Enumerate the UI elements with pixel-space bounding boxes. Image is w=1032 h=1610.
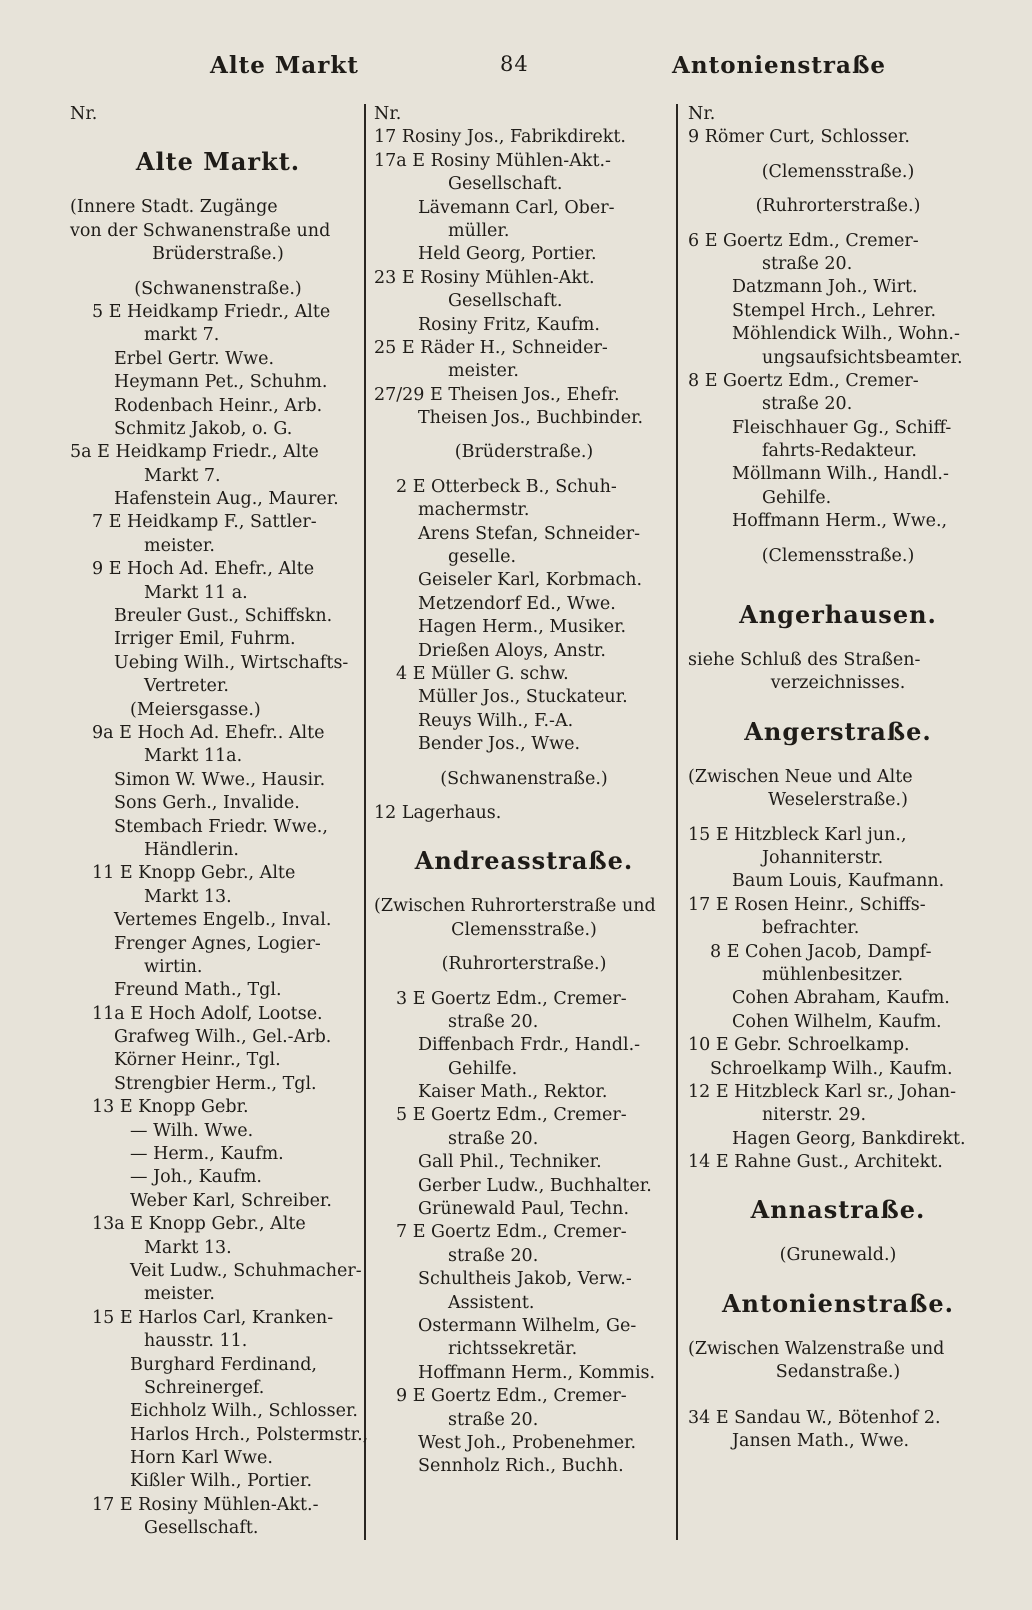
street-heading: Alte Markt. [135,147,301,177]
spacer [374,884,674,895]
entry-line: 23 E Rosiny Mühlen-Akt. [374,267,595,288]
entry-line: meister. [144,535,215,556]
entry-line: 8 E Cohen Jacob, Dampf- [710,941,932,962]
street-heading: Annastraße. [750,1195,926,1225]
entry-line: (Brüderstraße.) [454,442,594,463]
entry-line: Clemensstraße.) [451,919,597,940]
entry-line: 9 Römer Curt, Schlosser. [688,127,910,148]
spacer [70,267,366,278]
entry-line: Händlerin. [144,839,239,860]
entry-line: Theisen Jos., Buchbinder. [418,408,644,429]
entry-line: Markt 11 a. [144,582,248,603]
entry-line: Eichholz Wilh., Schlosser. [130,1401,358,1422]
entry-line: Nr. [688,104,716,124]
entry-line: 12 Lagerhaus. [374,802,502,823]
entry-line: Hoffmann Herm., Wwe., [732,511,948,532]
entry-line: 25 E Räder H., Schneider- [374,337,608,358]
entry-line: West Joh., Probenehmer. [418,1432,637,1453]
column-right [688,103,988,1453]
spacer [688,638,988,649]
entry-line: Lävemann Carl, Ober- [418,197,615,218]
spacer [374,942,674,953]
entry-line: 5 E Heidkamp Friedr., Alte [92,301,331,322]
spacer [688,1268,988,1279]
spacer [688,1327,988,1338]
entry-line: 9 E Goertz Edm., Cremer- [396,1386,627,1407]
entry-line: machermstr. [418,500,530,521]
entry-line: Körner Heinr., Tgl. [114,1050,281,1071]
street-heading: Angerhausen. [739,600,937,630]
entry-line: niterstr. 29. [762,1105,867,1126]
entry-line: straße 20. [448,1409,539,1430]
entry-line: (Zwischen Neue und Alte [688,766,913,787]
entry-line: Hafenstein Aug., Maurer. [114,489,339,510]
page-number: 84 [500,52,529,76]
spacer [70,126,366,137]
entry-line: befrachter. [762,918,860,939]
entry-line: 7 E Heidkamp F., Sattler- [92,512,317,533]
entry-line: meister. [144,1284,215,1305]
entry-line: Gesellschaft. [448,174,563,195]
entry-line: Möhlendick Wilh., Wohn.- [732,324,960,345]
entry-line: Möllmann Wilh., Handl.- [732,464,949,485]
entry-line: 2 E Otterbeck B., Schuh- [396,476,617,497]
entry-line: Horn Karl Wwe. [130,1448,273,1469]
spacer [688,184,988,195]
entry-line: Erbel Gertr. Wwe. [114,348,275,369]
entry-line: Schreinergef. [144,1377,265,1398]
entry-line: Brüderstraße.) [152,244,284,265]
column-middle [374,103,674,1479]
entry-line: 14 E Rahne Gust., Architekt. [688,1152,943,1173]
entry-line: Markt 13. [144,1237,232,1258]
spacer [688,534,988,545]
entry-line: Sons Gerh., Invalide. [114,793,300,814]
entry-line: 12 E Hitzbleck Karl sr., Johan- [688,1081,956,1102]
entry-line: (Zwischen Ruhrorterstraße und [374,896,656,917]
entry-line: Burghard Ferdinand, [130,1354,317,1375]
entry-line: müller. [448,220,510,241]
entry-line: Bender Jos., Wwe. [418,734,581,755]
entry-line: Stembach Friedr. Wwe., [114,816,328,837]
entry-line: siehe Schluß des Straßen- [688,650,921,671]
entry-line: Gall Phil., Techniker. [418,1152,602,1173]
entry-line: Nr. [70,104,98,124]
entry-line: Sennholz Rich., Buchh. [418,1456,624,1477]
entry-line: 15 E Hitzbleck Karl jun., [688,824,907,845]
entry-line: (Ruhrorterstraße.) [441,954,607,975]
spacer [688,755,988,766]
entry-line: 7 E Goertz Edm., Cremer- [396,1222,627,1243]
entry-line: Schultheis Jakob, Verw.- [418,1269,632,1290]
entry-line: Rodenbach Heinr., Arb. [114,395,323,416]
spacer [688,568,988,590]
entry-line: Sedanstraße.) [775,1362,901,1383]
running-header-left: Alte Markt [210,52,359,79]
spacer [70,185,366,196]
entry-line: (Clemensstraße.) [761,545,915,566]
entry-line: Reuys Wilh., F.-A. [418,710,574,731]
entry-line: straße 20. [762,394,853,415]
spacer [688,150,988,161]
entry-line: 5a E Heidkamp Friedr., Alte [70,442,319,463]
entry-line: Harlos Hrch., Polstermstr., [130,1424,369,1445]
entry-line: Held Georg, Portier. [418,244,597,265]
entry-line: Datzmann Joh., Wirt. [732,277,918,298]
entry-line: 5 E Goertz Edm., Cremer- [396,1105,627,1126]
entry-line: Schmitz Jakob, o. G. [114,418,293,439]
spacer [374,825,674,836]
spacer [688,1233,988,1244]
entry-line: Veit Ludw., Schuhmacher- [130,1260,362,1281]
entry-line: Weselerstraße.) [768,790,908,811]
entry-line: (Zwischen Walzenstraße und [688,1338,945,1359]
entry-line: (Schwanenstraße.) [134,278,302,299]
spacer [688,219,988,230]
spacer [374,977,674,988]
column-left [70,103,369,1541]
entry-line: verzeichnisses. [770,673,906,694]
entry-line: (Ruhrorterstraße.) [755,196,921,217]
entry-line: Uebing Wilh., Wirtschafts- [114,652,349,673]
entry-line: (Clemensstraße.) [761,161,915,182]
entry-line: Arens Stefan, Schneider- [418,523,640,544]
column-rule-right [676,104,678,1540]
entry-line: Nr. [374,104,402,124]
entry-line: Geiseler Karl, Korbmach. [418,570,643,591]
entry-line: Hagen Georg, Bankdirekt. [732,1128,966,1149]
entry-line: — Herm., Kaufm. [130,1144,284,1165]
spacer [688,696,988,707]
entry-line: geselle. [448,547,517,568]
entry-line: Hagen Herm., Musiker. [418,617,627,638]
entry-line: (Innere Stadt. Zugänge [70,197,278,218]
entry-line: Müller Jos., Stuckateur. [418,687,628,708]
entry-line: 15 E Harlos Carl, Kranken- [92,1307,334,1328]
entry-line: Strengbier Herm., Tgl. [114,1073,317,1094]
entry-line: Gehilfe. [448,1058,518,1079]
entry-line: Heymann Pet., Schuhm. [114,372,328,393]
spacer [688,1385,988,1407]
spacer [688,1174,988,1185]
street-heading: Andreasstraße. [414,846,634,876]
entry-line: (Meiersgasse.) [130,699,261,720]
entry-line: Vertreter. [144,676,229,697]
entry-line: Drießen Aloys, Anstr. [418,640,606,661]
entry-line: Metzendorf Ed., Wwe. [418,593,616,614]
entry-line: Hoffmann Herm., Kommis. [418,1362,656,1383]
entry-line: 11 E Knopp Gebr., Alte [92,863,296,884]
entry-line: (Grunewald.) [779,1245,897,1266]
entry-line: Gesellschaft. [448,291,563,312]
entry-line: 17a E Rosiny Mühlen-Akt.- [374,150,611,171]
entry-line: Vertemes Engelb., Inval. [114,910,332,931]
entry-line: 9 E Hoch Ad. Ehefr., Alte [92,559,315,580]
entry-line: richtssekretär. [448,1339,578,1360]
entry-line: Freund Math., Tgl. [114,980,282,1001]
entry-line: Fleischhauer Gg., Schiff- [732,417,952,438]
entry-line: Weber Karl, Schreiber. [130,1190,332,1211]
entry-line: Jansen Math., Wwe. [732,1431,910,1452]
entry-line: Kaiser Math., Rektor. [418,1082,608,1103]
entry-line: Kißler Wilh., Portier. [130,1471,313,1492]
entry-line: von der Schwanenstraße und [70,220,331,241]
entry-line: 4 E Müller G. schw. [396,663,569,684]
street-heading: Antonienstraße. [721,1288,955,1318]
entry-line: 17 E Rosen Heinr., Schiffs- [688,894,926,915]
entry-line: hausstr. 11. [144,1331,248,1352]
entry-line: Breuler Gust., Schiffskn. [114,606,333,627]
entry-line: — Wilh. Wwe. [130,1120,254,1141]
entry-line: fahrts-Redakteur. [762,441,917,462]
spacer [688,813,988,824]
entry-line: meister. [448,361,519,382]
entry-line: 17 E Rosiny Mühlen-Akt.- [92,1494,319,1515]
spacer [374,465,674,476]
spacer [374,430,674,441]
entry-line: 11a E Hoch Adolf, Lootse. [92,1003,323,1024]
entry-line: Johanniterstr. [762,847,884,868]
entry-line: 34 E Sandau W., Bötenhof 2. [688,1407,941,1428]
entry-line: straße 20. [762,253,853,274]
entry-line: Schroelkamp Wilh., Kaufm. [710,1058,953,1079]
entry-line: 6 E Goertz Edm., Cremer- [688,230,919,251]
entry-line: markt 7. [144,325,220,346]
entry-line: — Joh., Kaufm. [130,1167,262,1188]
entry-line: Irriger Emil, Fuhrm. [114,629,296,650]
entry-line: 8 E Goertz Edm., Cremer- [688,370,919,391]
street-heading: Angerstraße. [744,716,932,746]
entry-line: 13 E Knopp Gebr. [92,1097,249,1118]
spacer [374,757,674,768]
entry-line: wirtin. [144,956,203,977]
entry-line: (Schwanenstraße.) [440,768,608,789]
entry-line: straße 20. [448,1011,539,1032]
entry-line: mühlenbesitzer. [762,964,904,985]
entry-line: Ostermann Wilhelm, Ge- [418,1315,637,1336]
entry-line: 10 E Gebr. Schroelkamp. [688,1035,910,1056]
entry-line: Baum Louis, Kaufmann. [732,871,945,892]
entry-line: Cohen Abraham, Kaufm. [732,988,950,1009]
entry-line: Grafweg Wilh., Gel.-Arb. [114,1027,332,1048]
entry-line: 9a E Hoch Ad. Ehefr.. Alte [92,722,325,743]
entry-line: Grünewald Paul, Techn. [418,1199,630,1220]
entry-line: Gehilfe. [762,487,832,508]
entry-line: straße 20. [448,1245,539,1266]
entry-line: straße 20. [448,1128,539,1149]
entry-line: Simon W. Wwe., Hausir. [114,769,326,790]
entry-line: Markt 7. [144,465,221,486]
entry-line: Stempel Hrch., Lehrer. [732,300,937,321]
entry-line: 3 E Goertz Edm., Cremer- [396,988,627,1009]
spacer [374,791,674,802]
entry-line: Markt 13. [144,886,232,907]
entry-line: Diffenbach Frdr., Handl.- [418,1035,641,1056]
entry-line: 27/29 E Theisen Jos., Ehefr. [374,384,620,405]
running-header-right: Antonienstraße [672,52,887,79]
entry-line: Gesellschaft. [144,1518,259,1539]
entry-line: 13a E Knopp Gebr., Alte [92,1214,306,1235]
entry-line: Cohen Wilhelm, Kaufm. [732,1011,942,1032]
entry-line: Frenger Agnes, Logier- [114,933,321,954]
entry-line: ungsaufsichtsbeamter. [762,347,963,368]
entry-line: Assistent. [448,1292,535,1313]
entry-line: Rosiny Fritz, Kaufm. [418,314,600,335]
entry-line: 17 Rosiny Jos., Fabrikdirekt. [374,127,626,148]
entry-line: Markt 11a. [144,746,243,767]
entry-line: Gerber Ludw., Buchhalter. [418,1175,652,1196]
